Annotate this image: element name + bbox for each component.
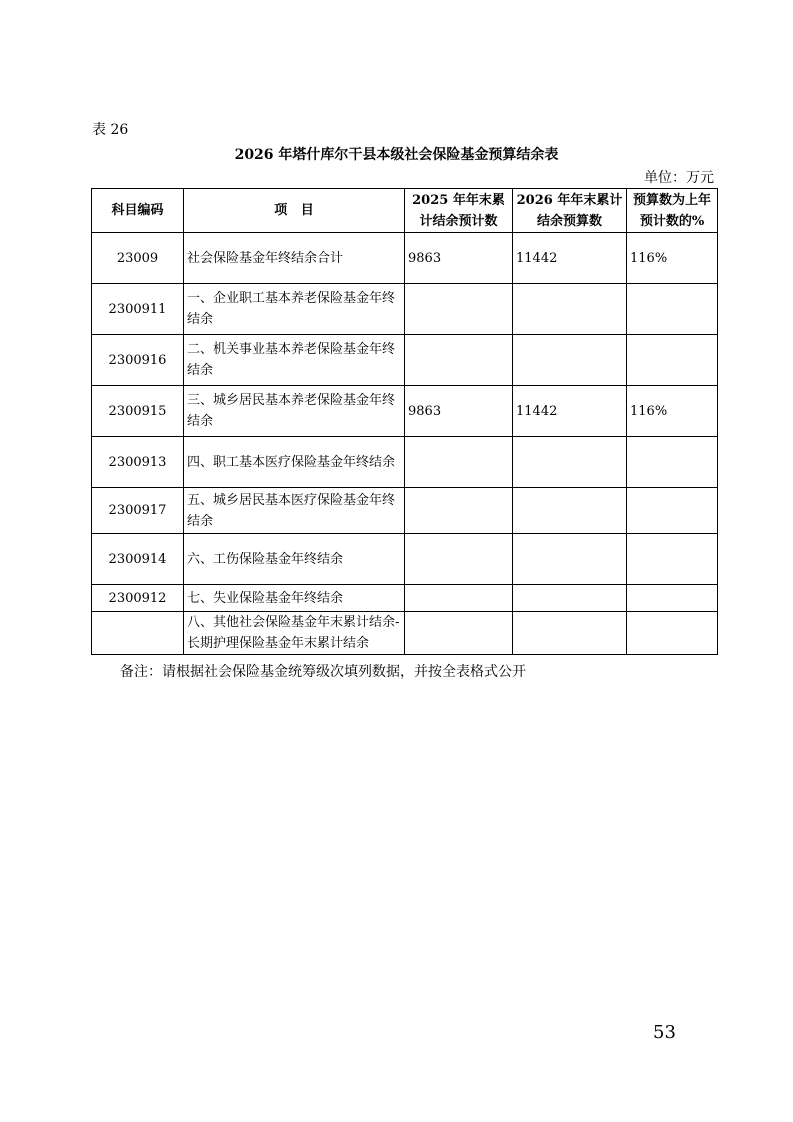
row-ratio: [627, 335, 718, 386]
header-budget: 2026 年年末累计结余预算数: [513, 189, 627, 233]
row-code: 2300916: [92, 335, 184, 386]
table-row: [92, 437, 718, 488]
table-row: [92, 534, 718, 585]
row-item: 八、其他社会保险基金年末累计结余-长期护理保险基金年末累计结余: [184, 612, 405, 655]
table-row: [92, 386, 718, 437]
row-code: 2300914: [92, 534, 184, 585]
header-code: 科目编码: [92, 189, 184, 233]
row-prev: [405, 585, 513, 612]
row-ratio: [627, 534, 718, 585]
row-ratio: 116%: [627, 233, 718, 284]
row-code: 2300912: [92, 585, 184, 612]
row-item: 二、机关事业基本养老保险基金年终结余: [184, 335, 405, 386]
table-row: [92, 585, 718, 612]
row-item: 一、企业职工基本养老保险基金年终结余: [184, 284, 405, 335]
table-row: [92, 612, 718, 655]
table-row: [92, 488, 718, 534]
row-prev: [405, 612, 513, 655]
table-label: 表 26: [92, 122, 129, 138]
row-code: 2300915: [92, 386, 184, 437]
row-ratio: 116%: [627, 386, 718, 437]
row-item: 社会保险基金年终结余合计: [184, 233, 405, 284]
row-prev: 9863: [405, 386, 513, 437]
page-number: 53: [653, 1022, 676, 1043]
row-item: 五、城乡居民基本医疗保险基金年终结余: [184, 488, 405, 534]
row-next: [513, 585, 627, 612]
page-title: 2026 年塔什库尔干县本级社会保险基金预算结余表: [234, 147, 559, 163]
row-prev: 9863: [405, 233, 513, 284]
row-next: [513, 284, 627, 335]
row-next: [513, 437, 627, 488]
row-code: 2300913: [92, 437, 184, 488]
row-prev: [405, 488, 513, 534]
table-row: [92, 335, 718, 386]
row-ratio: [627, 585, 718, 612]
row-code: 23009: [92, 233, 184, 284]
row-ratio: [627, 437, 718, 488]
row-next: 11442: [513, 233, 627, 284]
table-header-row: [92, 189, 718, 233]
row-item: 三、城乡居民基本养老保险基金年终结余: [184, 386, 405, 437]
header-prev-year: 2025 年年末累计结余预计数: [405, 189, 513, 233]
row-next: [513, 534, 627, 585]
row-code: 2300911: [92, 284, 184, 335]
header-item: 项 目: [184, 189, 405, 233]
row-code: 2300917: [92, 488, 184, 534]
row-code: [92, 612, 184, 655]
row-item: 四、职工基本医疗保险基金年终结余: [184, 437, 405, 488]
row-prev: [405, 335, 513, 386]
table-row: [92, 233, 718, 284]
row-ratio: [627, 284, 718, 335]
row-prev: [405, 437, 513, 488]
unit-label: 单位：万元: [644, 170, 714, 186]
table-row: [92, 284, 718, 335]
row-next: [513, 488, 627, 534]
row-ratio: [627, 612, 718, 655]
row-prev: [405, 534, 513, 585]
row-next: 11442: [513, 386, 627, 437]
header-ratio: 预算数为上年预计数的%: [627, 189, 718, 233]
row-ratio: [627, 488, 718, 534]
row-next: [513, 612, 627, 655]
budget-table: [91, 188, 718, 655]
row-prev: [405, 284, 513, 335]
row-item: 七、失业保险基金年终结余: [184, 585, 405, 612]
row-next: [513, 335, 627, 386]
footnote: 备注：请根据社会保险基金统筹级次填列数据，并按全表格式公开: [120, 664, 526, 680]
row-item: 六、工伤保险基金年终结余: [184, 534, 405, 585]
